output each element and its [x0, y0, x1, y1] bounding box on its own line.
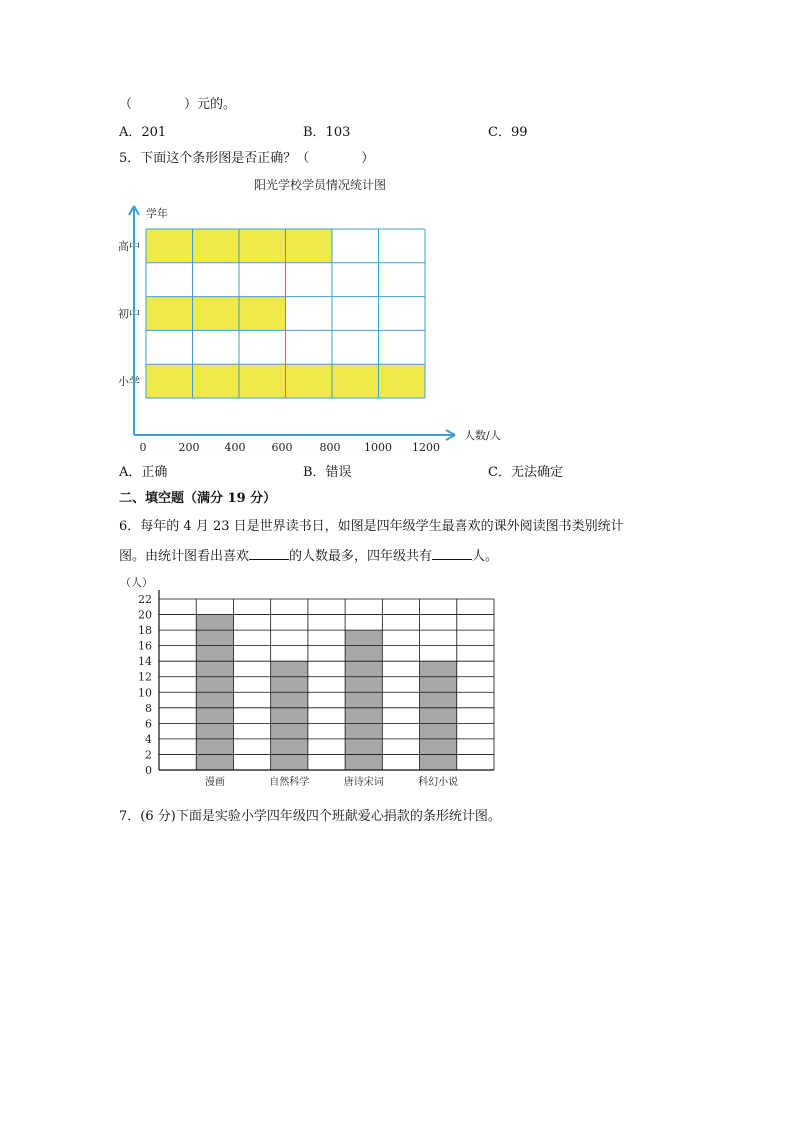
y-tick-label: 2 — [145, 748, 152, 762]
y-axis-label: 学年 — [146, 207, 168, 220]
y-tick-label: 8 — [145, 701, 152, 715]
q7-text: 7．(6 分)下面是实验小学四年级四个班献爱心捐款的条形统计图。 — [119, 809, 501, 824]
q4-option-b: B．103 — [303, 125, 351, 140]
y-tick-label: 22 — [138, 593, 152, 606]
x-tick-label: 1200 — [412, 441, 440, 454]
y-tick-label: 10 — [138, 686, 152, 700]
x-tick-label: 0 — [139, 441, 147, 454]
q6-line2-a: 图。由统计图看出喜欢 — [119, 549, 250, 564]
bar — [271, 661, 308, 770]
category-label: 小学 — [118, 375, 140, 389]
q4-option-c: C．99 — [488, 125, 528, 140]
x-tick-label: 400 — [224, 441, 246, 454]
q5-option-b: B．错误 — [303, 465, 352, 480]
y-tick-label: 18 — [138, 624, 152, 638]
vertical-bar-chart — [110, 572, 510, 794]
category-label: 自然科学 — [269, 777, 310, 788]
bar — [146, 297, 286, 331]
category-label: 唐诗宋词 — [343, 777, 384, 788]
category-label: 漫画 — [204, 777, 225, 788]
section-heading: 二、填空题（满分 19 分） — [119, 491, 277, 506]
q5-question: 5．下面这个条形图是否正确？（ ） — [119, 151, 375, 166]
q6-line2-c: 人。 — [472, 549, 499, 564]
y-tick-label: 12 — [138, 670, 152, 684]
bar — [345, 630, 382, 770]
q5-option-c: C．无法确定 — [488, 465, 563, 480]
y-tick-label: 6 — [145, 717, 152, 731]
category-label: 科幻小说 — [418, 777, 459, 788]
y-tick-label: 16 — [138, 639, 152, 653]
y-axis-label: （人） — [120, 576, 153, 589]
q5-option-a: A．正确 — [119, 465, 168, 480]
q6-line2-b: 的人数最多，四年级共有 — [289, 549, 433, 564]
category-label: 初中 — [118, 307, 140, 321]
x-tick-label: 200 — [178, 441, 200, 454]
category-label: 高中 — [118, 239, 140, 253]
y-tick-label: 4 — [145, 732, 152, 746]
q4-option-a: A．201 — [119, 125, 167, 140]
chart-title: 阳光学校学员情况统计图 — [253, 178, 387, 192]
y-tick-label: 20 — [138, 608, 152, 622]
answer-blank-2[interactable] — [432, 547, 472, 560]
x-tick-label: 1000 — [364, 441, 392, 454]
y-tick-label: 0 — [145, 764, 152, 777]
answer-blank-1[interactable] — [249, 547, 289, 560]
y-tick-label: 14 — [138, 655, 152, 669]
q4-tail: （ ）元的。 — [119, 97, 237, 112]
x-tick-label: 600 — [271, 441, 293, 454]
x-axis-label: 人数/人 — [464, 429, 501, 442]
q6-line1: 6．每年的 4 月 23 日是世界读书日，如图是四年级学生最喜欢的课外阅读图书类别统计 — [119, 519, 624, 534]
q6-line2 — [119, 547, 498, 565]
bar — [420, 661, 457, 770]
x-tick-label: 800 — [319, 441, 341, 454]
horizontal-bar-chart — [110, 170, 530, 460]
